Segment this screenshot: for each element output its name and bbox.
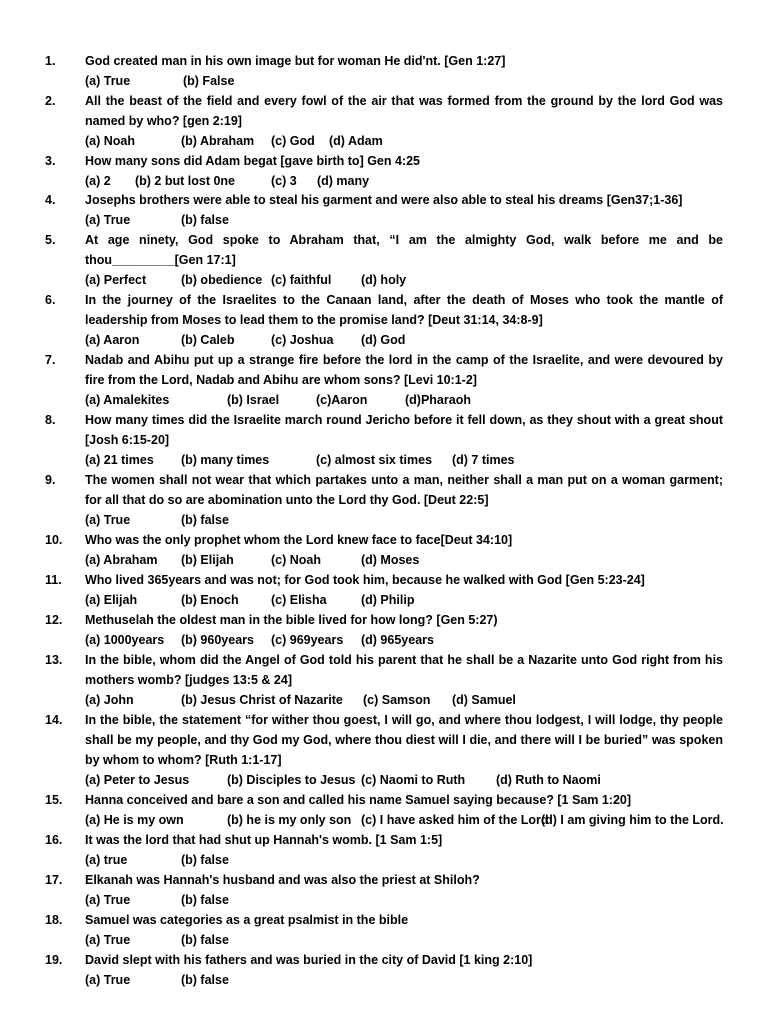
question-text: All the beast of the field and every fowl of the air that was formed from the ground by the lord God was named by who? [gen 2:19]	[85, 94, 723, 128]
question-text: Josephs brothers were able to steal his garment and were also able to steal his dreams [Gen37;1-36]	[85, 193, 683, 207]
answer-option: (d)Pharaoh	[405, 393, 471, 407]
question-text: In the bible, the statement “for wither thou goest, I will go, and where thou lodgest, I will lodge, thy people shall be my people, and thy God my God, where thou diest will I die, and there will I be buried” was spoken by whom to whom? [Ruth 1:1-17]	[85, 713, 723, 767]
answer-options	[85, 171, 745, 191]
question-number: 17.	[45, 873, 63, 887]
question-number: 9.	[45, 473, 56, 487]
answer-option: (a) Elijah	[85, 593, 138, 607]
answer-option: (b) he is my only son	[227, 813, 352, 827]
answer-option: (b) Israel	[227, 393, 280, 407]
answer-option: (b) 2 but lost 0ne	[135, 174, 235, 188]
question-text: It was the lord that had shut up Hannah's womb. [1 Sam 1:5]	[85, 833, 443, 847]
answer-option: (a) 2	[85, 174, 111, 188]
answer-option: (d) 7 times	[452, 453, 515, 467]
answer-option: (d) Moses	[361, 553, 420, 567]
answer-options	[85, 450, 745, 470]
question-text: In the bible, whom did the Angel of God told his parent that he shall be a Nazarite unto God right from his mothers womb? [judges 13:5 & 24]	[85, 653, 723, 687]
answer-options	[85, 330, 745, 350]
question-number: 18.	[45, 913, 63, 927]
answer-option: (c) God	[271, 134, 315, 148]
answer-option: (b) false	[181, 213, 229, 227]
question-number: 14.	[45, 713, 63, 727]
answer-options	[85, 770, 745, 790]
answer-option: (c) Joshua	[271, 333, 334, 347]
answer-option: (a) True	[85, 513, 131, 527]
answer-option: (a) Perfect	[85, 273, 147, 287]
question-number: 19.	[45, 953, 63, 967]
answer-option: (d) 965years	[361, 633, 434, 647]
question-text: Who was the only prophet whom the Lord knew face to face[Deut 34:10]	[85, 533, 513, 547]
answer-option: (b) Enoch	[181, 593, 239, 607]
answer-option: (b) false	[181, 893, 229, 907]
answer-option: (c) I have asked him of the Lord	[361, 813, 549, 827]
answer-option: (a) He is my own	[85, 813, 184, 827]
question-number: 1.	[45, 54, 56, 68]
answer-options	[85, 550, 745, 570]
answer-option: (b) false	[181, 853, 229, 867]
question-text: How many times did the Israelite march round Jericho before it fell down, as they shout with a great shout [Josh 6:15-20]	[85, 413, 723, 447]
answer-option: (b) many times	[181, 453, 270, 467]
answer-options	[85, 131, 745, 151]
answer-option: (d) I am giving him to the Lord.	[541, 813, 724, 827]
answer-option: (b) false	[181, 513, 229, 527]
answer-options	[85, 850, 745, 870]
question-number: 15.	[45, 793, 63, 807]
answer-option: (d) Philip	[361, 593, 415, 607]
answer-option: (b) Disciples to Jesus	[227, 773, 356, 787]
question-text: Who lived 365years and was not; for God took him, because he walked with God [Gen 5:23-24]	[85, 573, 645, 587]
question-number: 12.	[45, 613, 63, 627]
question-text: David slept with his fathers and was buried in the city of David [1 king 2:10]	[85, 953, 533, 967]
answer-options	[85, 630, 745, 650]
answer-option: (a) Aaron	[85, 333, 140, 347]
answer-option: (c) Naomi to Ruth	[361, 773, 466, 787]
answer-option: (b) Elijah	[181, 553, 234, 567]
question-text: Elkanah was Hannah's husband and was also the priest at Shiloh?	[85, 873, 480, 887]
answer-options	[85, 890, 745, 910]
answer-option: (b) Caleb	[181, 333, 235, 347]
question-number: 16.	[45, 833, 63, 847]
answer-option: (a) Noah	[85, 134, 135, 148]
answer-option: (c) Samson	[363, 693, 431, 707]
answer-option: (b) obedience	[181, 273, 263, 287]
question-number: 10.	[45, 533, 63, 547]
answer-options	[85, 810, 745, 830]
question-text: At age ninety, God spoke to Abraham that, “I am the almighty God, walk before me and be thou_________[Gen 17:1]	[85, 233, 723, 267]
answer-option: (a) True	[85, 213, 131, 227]
answer-option: (a) Peter to Jesus	[85, 773, 190, 787]
answer-option: (a) Amalekites	[85, 393, 170, 407]
answer-options	[85, 210, 745, 230]
answer-options	[85, 270, 745, 290]
answer-option: (a) true	[85, 853, 128, 867]
answer-option: (c) faithful	[271, 273, 332, 287]
answer-options	[85, 930, 745, 950]
answer-option: (c) Elisha	[271, 593, 327, 607]
question-number: 7.	[45, 353, 56, 367]
question-number: 13.	[45, 653, 63, 667]
answer-option: (d) Ruth to Naomi	[496, 773, 601, 787]
answer-option: (b) Jesus Christ of Nazarite	[181, 693, 343, 707]
question-text: God created man in his own image but for woman He did'nt. [Gen 1:27]	[85, 54, 506, 68]
answer-options	[85, 690, 745, 710]
answer-option: (a) True	[85, 893, 131, 907]
answer-options	[85, 71, 745, 91]
answer-option: (c) Noah	[271, 553, 321, 567]
answer-option: (a) Abraham	[85, 553, 158, 567]
question-text: How many sons did Adam begat [gave birth to] Gen 4:25	[85, 154, 421, 168]
question-number: 11.	[45, 573, 62, 587]
answer-options	[85, 390, 745, 410]
question-number: 6.	[45, 293, 56, 307]
answer-option: (d) God	[361, 333, 406, 347]
answer-option: (a) 21 times	[85, 453, 154, 467]
question-text: Nadab and Abihu put up a strange fire before the lord in the camp of the Israelite, and were devoured by fire from the Lord, Nadab and Abihu are whom sons? [Levi 10:1-2]	[85, 353, 723, 387]
answer-option: (d) holy	[361, 273, 407, 287]
answer-option: (a) True	[85, 933, 131, 947]
answer-options	[85, 590, 745, 610]
answer-option: (c) 969years	[271, 633, 344, 647]
answer-option: (a) John	[85, 693, 134, 707]
question-text: The women shall not wear that which partakes unto a man, neither shall a man put on a woman garment; for all that do so are abomination unto the Lord thy God. [Deut 22:5]	[85, 473, 723, 507]
answer-options	[85, 510, 745, 530]
answer-option: (c) almost six times	[316, 453, 433, 467]
answer-options	[85, 970, 745, 990]
answer-option: (b) false	[181, 933, 229, 947]
answer-option: (a) 1000years	[85, 633, 165, 647]
answer-option: (d) many	[317, 174, 370, 188]
answer-option: (a) True	[85, 973, 131, 987]
answer-option: (b) false	[181, 973, 229, 987]
question-number: 8.	[45, 413, 56, 427]
answer-option: (b) 960years	[181, 633, 254, 647]
question-number: 5.	[45, 233, 56, 247]
answer-option: (b) Abraham	[181, 134, 255, 148]
answer-option: (c)Aaron	[316, 393, 368, 407]
answer-option: (d) Samuel	[452, 693, 516, 707]
question-text: Methuselah the oldest man in the bible lived for how long? [Gen 5:27)	[85, 613, 498, 627]
question-number: 2.	[45, 94, 56, 108]
answer-option: (c) 3	[271, 174, 297, 188]
answer-option: (b) False	[183, 74, 235, 88]
question-text: Hanna conceived and bare a son and called his name Samuel saying because? [1 Sam 1:20]	[85, 793, 632, 807]
answer-option: (a) True	[85, 74, 131, 88]
question-number: 3.	[45, 154, 56, 168]
answer-option: (d) Adam	[329, 134, 383, 148]
question-number: 4.	[45, 193, 56, 207]
question-text: Samuel was categories as a great psalmist in the bible	[85, 913, 409, 927]
question-text: In the journey of the Israelites to the Canaan land, after the death of Moses who took the mantle of leadership from Moses to lead them to the promise land? [Deut 31:14, 34:8-9]	[85, 293, 723, 327]
